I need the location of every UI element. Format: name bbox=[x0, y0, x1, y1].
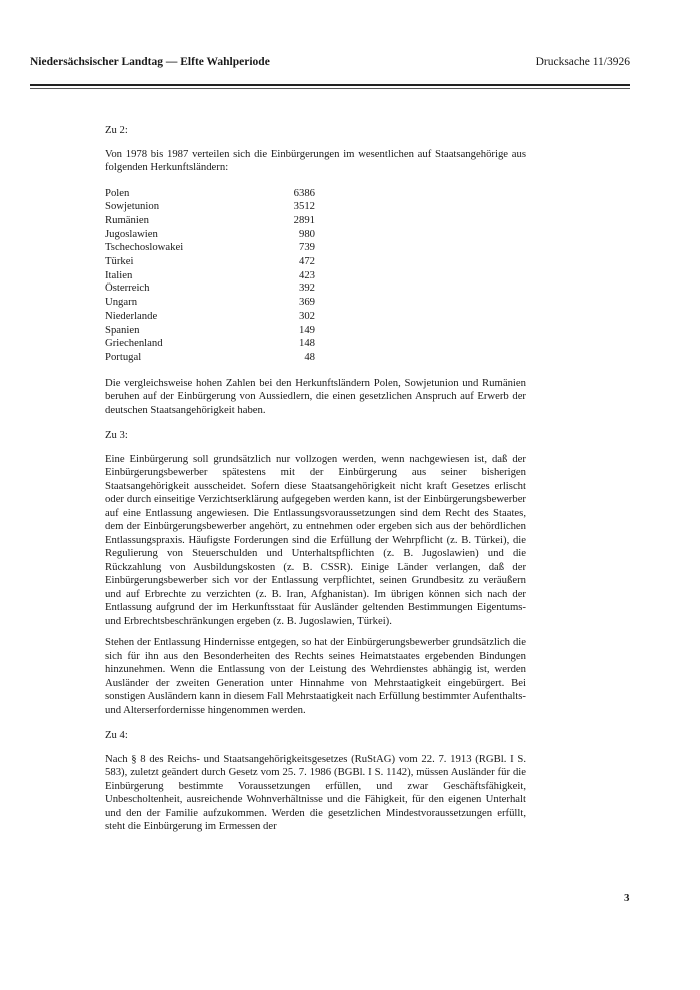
table-row bbox=[105, 241, 315, 255]
page-number: 3 bbox=[624, 892, 630, 904]
zu4-paragraph-1: Nach § 8 des Reichs- und Staatsangehörigkeitsgesetzes (RuStAG) vom 22. 7. 1913 (RGBl. I S. 583), zuletzt geändert durch Gesetz vom 25. 7. 1986 (BGBl. I S. 1142), müssen Ausländer für die Einbürgerung bestimmte Voraussetzungen erfüllen, und zwar Geschäftsfähigkeit, Unbescholtenheit, ausreichende Wohnverhältnisse und die Fähigkeit, für den eigenen Unterhalt und den der Familie aufzukommen. Werden die gesetzlichen Mindestvoraussetzungen erfüllt, steht die Einbürgerung im Ermessen der bbox=[105, 752, 526, 833]
table-row bbox=[105, 255, 315, 269]
country-name: Niederlande bbox=[105, 309, 158, 322]
zu3-paragraph-2: Stehen der Entlassung Hindernisse entgegen, so hat der Einbürgerungsbewerber grundsätzlich die sich für ihn aus den Besonderheiten des Rechts seines Heimatstaates ergebenden Bindungen hinzunehmen. Wenn die Entlassung von der Leistung des Wehrdienstes abhängig ist, werden Ausländer der zweiten Generation unter Hinnahme von Mehrstaatigkeit eingebürgert. Bei sonstigen Ausländern kann in diesem Fall Mehrstaatigkeit nach Erfüllung bestimmter Aufenthalts- und Alterserfordernisse hingenommen werden. bbox=[105, 636, 526, 716]
country-name: Sowjetunion bbox=[105, 200, 160, 213]
table-row bbox=[105, 351, 315, 365]
naturalization-count: 423 bbox=[298, 268, 315, 281]
table-row bbox=[105, 310, 315, 324]
table-row bbox=[105, 282, 315, 296]
header-rule bbox=[30, 84, 630, 86]
document-number: Drucksache 11/3926 bbox=[535, 56, 630, 68]
page-header bbox=[30, 56, 630, 74]
zu3-paragraph-1: Eine Einbürgerung soll grundsätzlich nur vollzogen werden, wenn nachgewiesen ist, daß der Einbürgerungsbewerber spätestens mit der Einbürgerung aus seiner bisherigen Staatsangehörigkeit ausscheidet. Sofern diese Staatsangehörigkeit nicht kraft Gesetzes erlischt oder durch einseitige Verzichtserklärung aufgegeben werden kann, ist der Einbürgerungsbewerber auf eine Entlassung angewiesen. Die Entlassungsvoraussetzungen sind dem Recht des Staates, dem der Einbürgerungsbewerber angehört, zu entnehmen oder ergeben sich aus der behördlichen Entlassungspraxis. Häufigste Forderungen sind die Erfüllung der Wehrpflicht (z. B. Türkei), die Regulierung von Steuerschulden und Unterhaltspflichten (z. B. Jugoslawien) und die Rückzahlung von Ausbildungskosten (z. B. CSSR). Einige Länder verlangen, daß der Einbürgerungsbewerber sich vor der Entlassung verpflichtet, seinen Grundbesitz zu veräußern und auf Erbrechte zu verzichten (z. B. Iran, Afghanistan). Im übrigen können sich nach der Entlassung aufgrund der im Herkunftsstaat für Ausländer geltenden Bestimmungen Eigentums- und Erbrechtsbeschränkungen ergeben (z. B. Jugoslawien, Türkei). bbox=[105, 452, 526, 627]
table-row bbox=[105, 200, 315, 214]
naturalization-count: 48 bbox=[304, 350, 315, 363]
naturalization-count: 2891 bbox=[293, 213, 315, 226]
country-name: Jugoslawien bbox=[105, 227, 158, 240]
country-name: Griechenland bbox=[105, 337, 163, 350]
table-row bbox=[105, 214, 315, 228]
naturalization-count: 472 bbox=[298, 255, 315, 268]
table-row bbox=[105, 187, 315, 201]
document-body bbox=[105, 124, 526, 842]
naturalization-count: 149 bbox=[298, 323, 315, 336]
naturalization-count: 3512 bbox=[293, 200, 315, 213]
country-name: Polen bbox=[105, 186, 130, 199]
country-name: Österreich bbox=[105, 282, 150, 295]
table-row bbox=[105, 337, 315, 351]
naturalization-count: 739 bbox=[298, 241, 315, 254]
table-row bbox=[105, 324, 315, 338]
header-rule-thin bbox=[30, 88, 630, 89]
naturalization-count: 302 bbox=[298, 309, 315, 322]
country-name: Türkei bbox=[105, 255, 134, 268]
naturalization-count: 148 bbox=[298, 337, 315, 350]
naturalization-table bbox=[105, 187, 315, 365]
naturalization-count: 392 bbox=[298, 282, 315, 295]
naturalization-count: 6386 bbox=[293, 186, 315, 199]
country-name: Tschechoslowakei bbox=[105, 241, 184, 254]
zu2-intro-paragraph: Von 1978 bis 1987 verteilen sich die Einbürgerungen im wesentlichen auf Staatsangehörige aus folgenden Herkunftsländern: bbox=[105, 147, 526, 173]
section-heading-zu3: Zu 3: bbox=[105, 429, 128, 442]
naturalization-count: 369 bbox=[298, 296, 315, 309]
table-row bbox=[105, 269, 315, 283]
country-name: Italien bbox=[105, 268, 133, 281]
country-name: Portugal bbox=[105, 350, 142, 363]
table-row bbox=[105, 228, 315, 242]
country-name: Rumänien bbox=[105, 213, 149, 226]
country-name: Ungarn bbox=[105, 296, 138, 309]
zu2-after-paragraph: Die vergleichsweise hohen Zahlen bei den Herkunftsländern Polen, Sowjetunion und Rumänien beruhen auf der Einbürgerung von Aussiedlern, die einen gesetzlichen Anspruch auf Erwerb der deutschen Staatsangehörigkeit haben. bbox=[105, 376, 526, 416]
header-title: Niedersächsischer Landtag — Elfte Wahlperiode bbox=[30, 56, 270, 68]
table-row bbox=[105, 296, 315, 310]
naturalization-count: 980 bbox=[298, 227, 315, 240]
section-heading-zu4: Zu 4: bbox=[105, 729, 128, 742]
section-heading-zu2: Zu 2: bbox=[105, 124, 128, 136]
country-name: Spanien bbox=[105, 323, 140, 336]
